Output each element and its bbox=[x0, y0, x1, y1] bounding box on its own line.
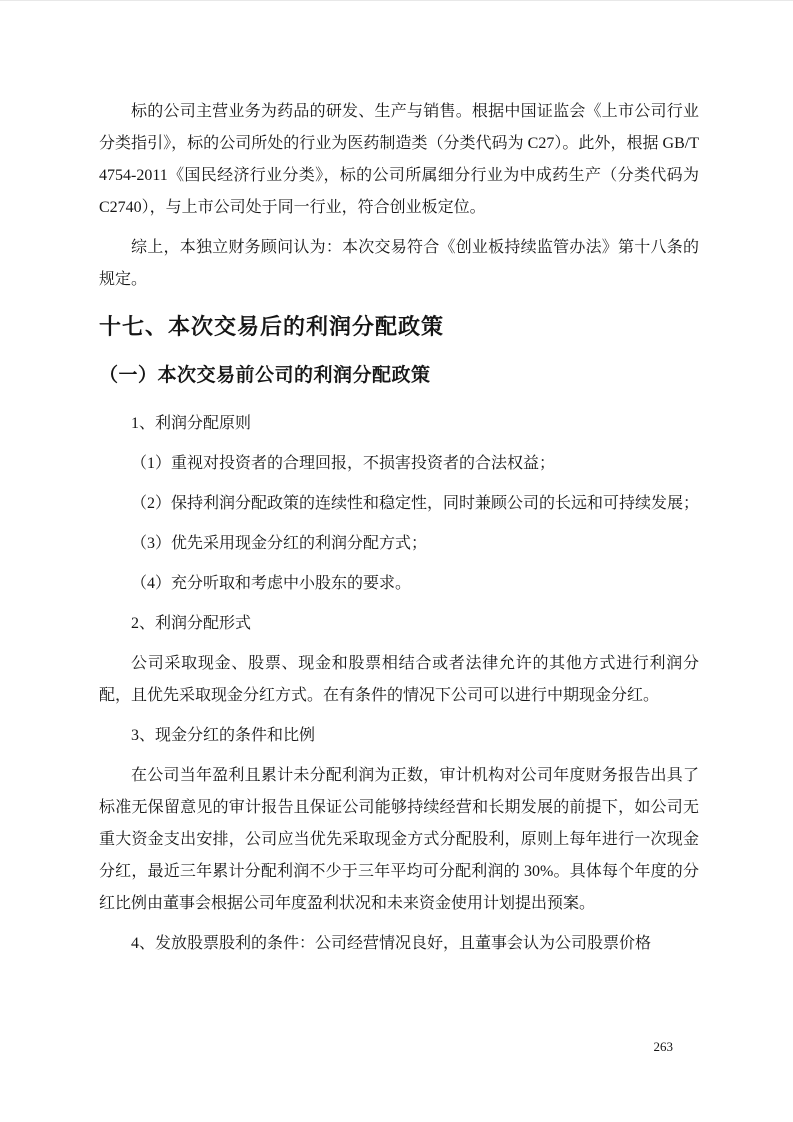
list-item-1-point-1: （1）重视对投资者的合理回报，不损害投资者的合法权益； bbox=[131, 455, 556, 472]
page-number: 263 bbox=[653, 1039, 673, 1054]
subsection-heading-pre-transaction-policy: （一）本次交易前公司的利润分配政策 bbox=[99, 365, 431, 386]
list-item-3-title-cash-dividend-conditions: 3、现金分红的条件和比例 bbox=[131, 727, 316, 744]
list-item-1-point-4: （4）充分听取和考虑中小股东的要求。 bbox=[131, 575, 412, 592]
list-item-1-point-3: （3）优先采用现金分红的利润分配方式； bbox=[131, 535, 428, 552]
document-text-block bbox=[99, 96, 699, 960]
paragraph-target-company-business: 标的公司主营业务为药品的研发、生产与销售。根据中国证监会《上市公司行业分类指引》，标的公司所处的行业为医药制造类（分类代码为 C27）。此外，根据 GB/T4754-2011《国民经济行业分类》，标的公司所属细分行业为中成药生产（分类代码为 C2740），与上市公司处于同一行业，符合创业板定位。 bbox=[99, 103, 699, 216]
list-item-2-body: 公司采取现金、股票、现金和股票相结合或者法律允许的其他方式进行利润分配，且优先采取现金分红方式。在有条件的情况下公司可以进行中期现金分红。 bbox=[99, 655, 699, 704]
list-item-3-body: 在公司当年盈利且累计未分配利润为正数，审计机构对公司年度财务报告出具了标准无保留意见的审计报告且保证公司能够持续经营和长期发展的前提下，如公司无重大资金支出安排，公司应当优先采取现金方式分配股利，原则上每年进行一次现金分红，最近三年累计分配利润不少于三年平均可分配利润的 30%。具体每个年度的分红比例由董事会根据公司年度盈利状况和未来资金使用计划提出预案。 bbox=[99, 767, 699, 912]
section-heading-profit-distribution-policy: 十七、本次交易后的利润分配政策 bbox=[99, 314, 445, 339]
list-item-2-title-distribution-form: 2、利润分配形式 bbox=[131, 615, 252, 632]
list-item-1-point-2: （2）保持利润分配政策的连续性和稳定性，同时兼顾公司的长远和可持续发展； bbox=[131, 495, 700, 512]
paragraph-advisor-conclusion: 综上，本独立财务顾问认为：本次交易符合《创业板持续监管办法》第十八条的规定。 bbox=[99, 239, 699, 288]
list-item-4-title-stock-dividend-conditions: 4、发放股票股利的条件：公司经营情况良好，且董事会认为公司股票价格 bbox=[131, 935, 652, 952]
list-item-1-title-distribution-principles: 1、利润分配原则 bbox=[131, 415, 252, 432]
